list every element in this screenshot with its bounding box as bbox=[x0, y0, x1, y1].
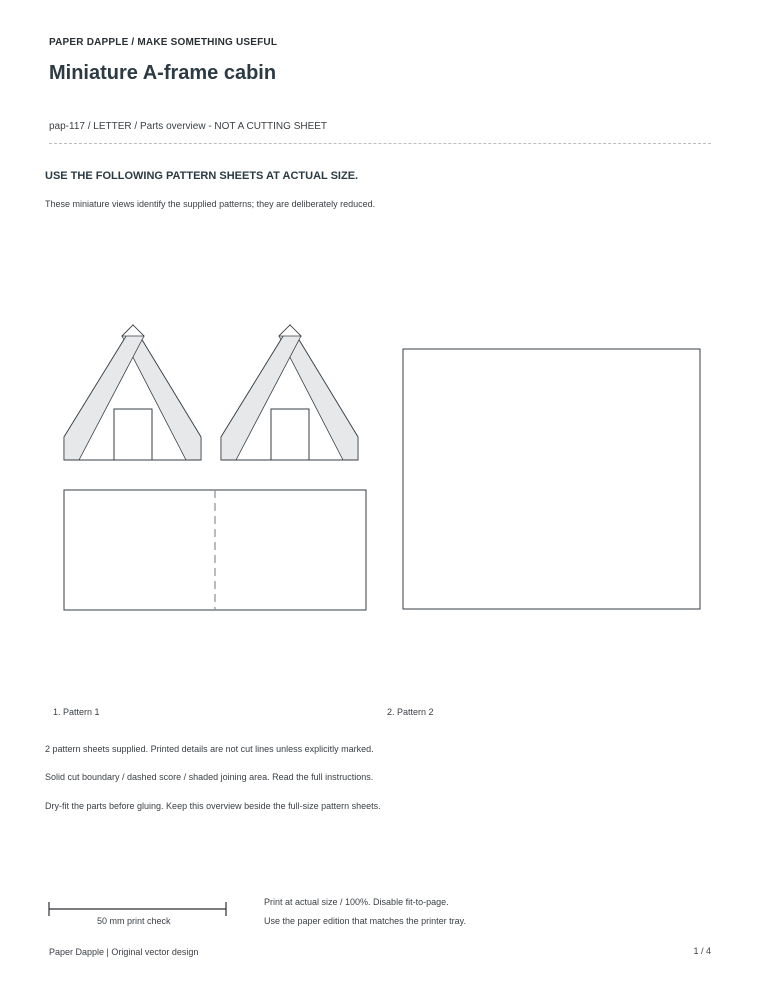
door-outline bbox=[114, 409, 152, 460]
brand-line: PAPER DAPPLE / MAKE SOMETHING USEFUL bbox=[49, 37, 278, 48]
instruction-text: These miniature views identify the supplied patterns; they are deliberately reduced. bbox=[45, 199, 376, 209]
instruction-heading: USE THE FOLLOWING PATTERN SHEETS AT ACTUAL SIZE. bbox=[45, 170, 359, 182]
door-outline bbox=[271, 409, 309, 460]
base-piece bbox=[403, 349, 700, 609]
footer-credit: Paper Dapple | Original vector design bbox=[49, 947, 199, 957]
page-title: Miniature A-frame cabin bbox=[49, 62, 277, 84]
print-note-actual-size: Print at actual size / 100%. Disable fit-to-page. bbox=[264, 897, 449, 907]
page-number: 1 / 4 bbox=[693, 946, 711, 956]
document-meta: pap-117 / LETTER / Parts overview - NOT A CUTTING SHEET bbox=[49, 121, 328, 132]
gable-piece-right bbox=[221, 325, 358, 460]
roof-piece bbox=[64, 490, 366, 610]
note-legend: Solid cut boundary / dashed score / shaded joining area. Read the full instructions. bbox=[45, 772, 374, 782]
note-dry-fit: Dry-fit the parts before gluing. Keep this overview beside the full-size pattern sheets. bbox=[45, 801, 381, 811]
pattern-1-caption: 1. Pattern 1 bbox=[53, 707, 100, 717]
scale-label: 50 mm print check bbox=[97, 916, 171, 926]
note-sheets: 2 pattern sheets supplied. Printed details are not cut lines unless explicitly marked. bbox=[45, 744, 374, 754]
pattern-2-caption: 2. Pattern 2 bbox=[387, 707, 434, 717]
scale-bar bbox=[49, 902, 226, 916]
gable-piece-left bbox=[64, 325, 201, 460]
print-note-paper: Use the paper edition that matches the printer tray. bbox=[264, 916, 466, 926]
